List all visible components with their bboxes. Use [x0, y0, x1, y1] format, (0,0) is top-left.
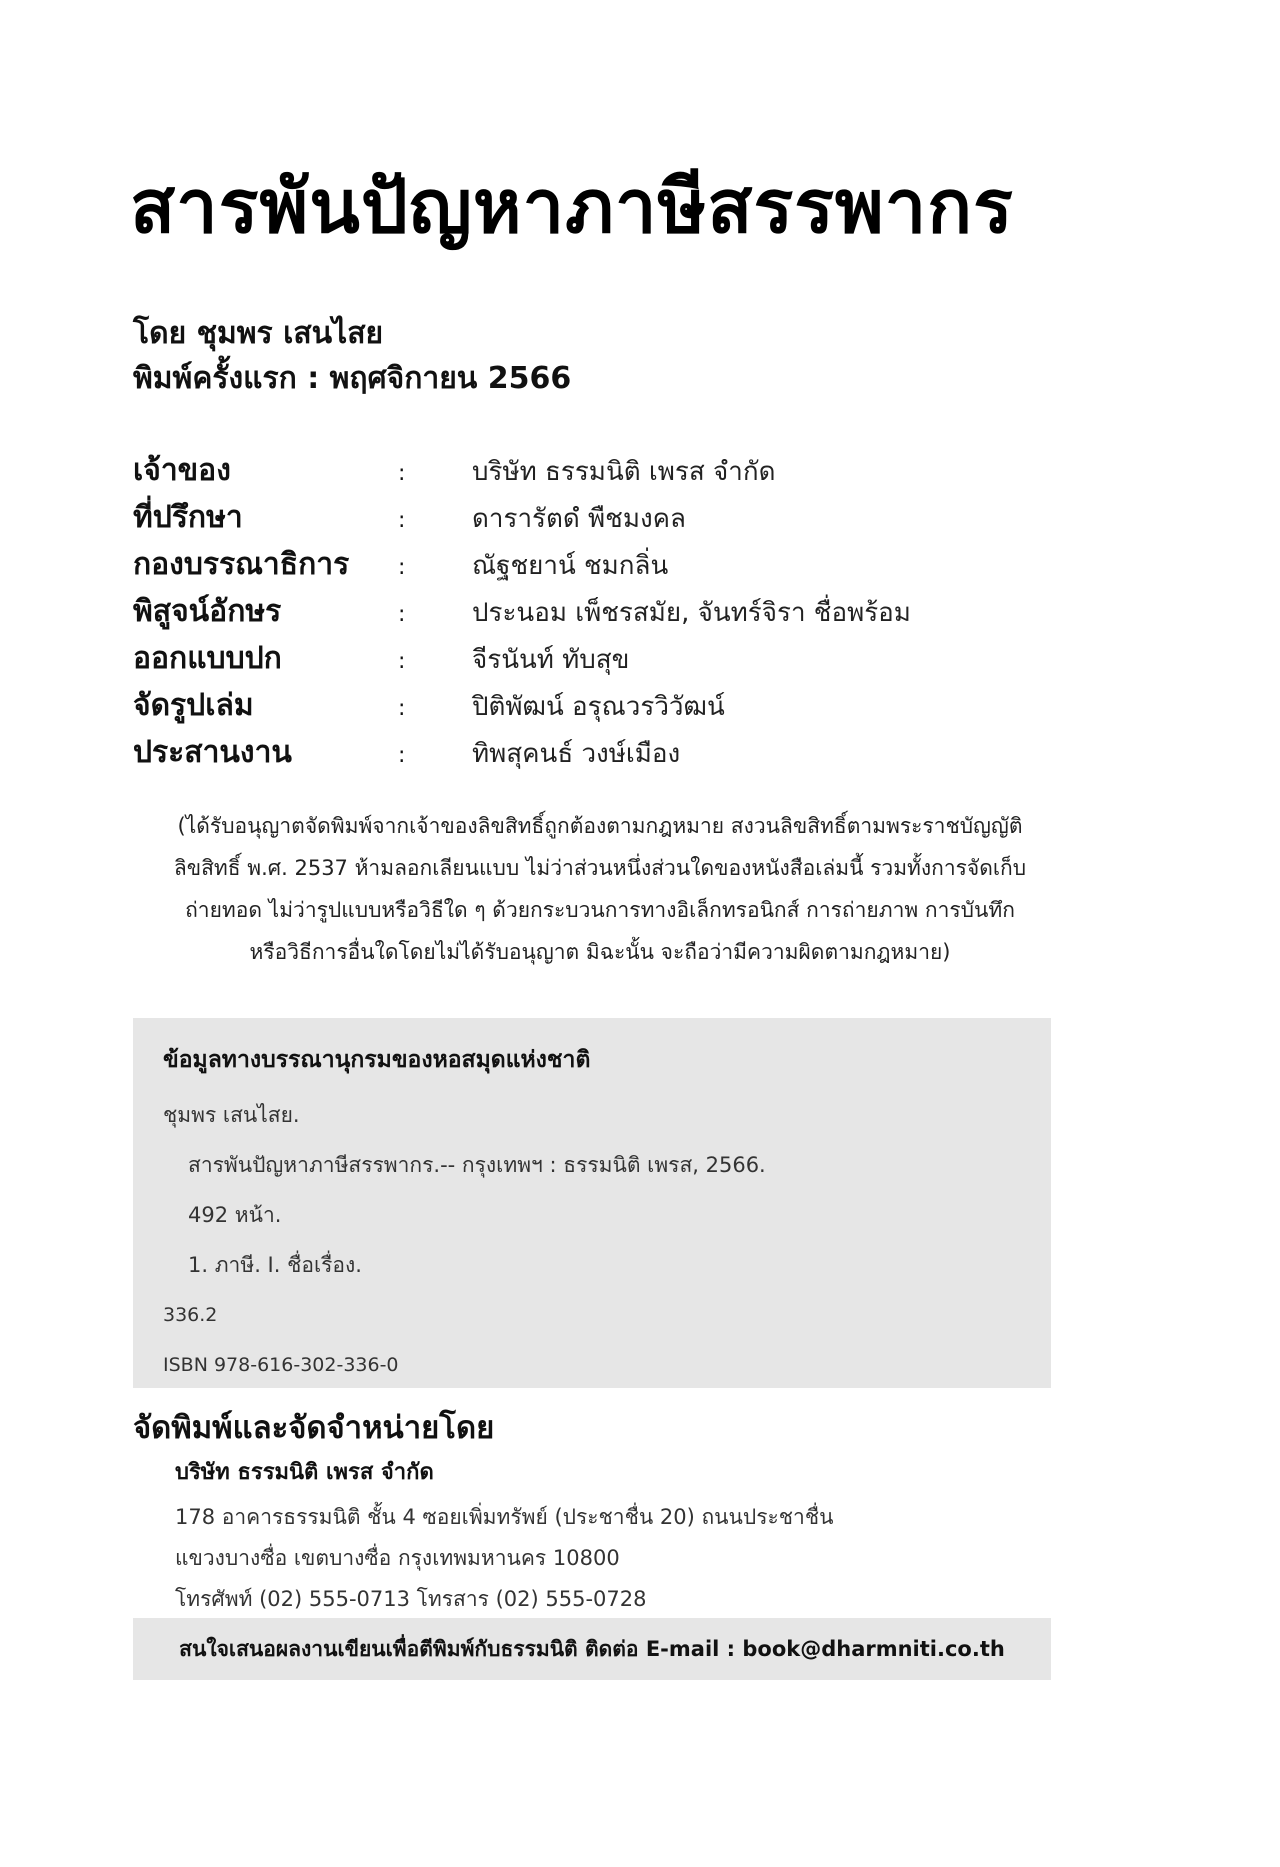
cip-isbn: ISBN 978-616-302-336-0: [163, 1354, 399, 1376]
credit-role: จัดรูปเล่ม: [133, 688, 254, 723]
contact-text: สนใจเสนอผลงานเขียนเพื่อตีพิมพ์กับธรรมนิติ ติดต่อ E-mail : book@dharmniti.co.th: [179, 1636, 1005, 1661]
notice-line: ลิขสิทธิ์ พ.ศ. 2537 ห้ามลอกเลียนแบบ ไม่ว่าส่วนหนึ่งส่วนใดของหนังสือเล่มนี้ รวมทั้งการจัดเก็บ: [173, 856, 1027, 880]
credit-name: ณัฐชยาน์ ชมกลิ่น: [472, 551, 669, 581]
publisher-phone: โทรศัพท์ (02) 555-0713 โทรสาร (02) 555-0728: [175, 1587, 647, 1611]
credit-row-proofreading: [133, 588, 1133, 635]
credit-role: ประสานงาน: [133, 735, 292, 770]
book-title: สารพันปัญหาภาษีสรรพากร: [130, 164, 1014, 250]
author-line: โดย ชุมพร เสนไสย: [133, 316, 384, 351]
publisher-block: [175, 1453, 833, 1620]
credit-role: พิสูจน์อักษร: [133, 594, 282, 629]
publisher-company: บริษัท ธรรมนิติ เพรส จำกัด: [175, 1460, 434, 1485]
notice-line: ถ่ายทอด ไม่ว่ารูปแบบหรือวิธีใด ๆ ด้วยกระบวนการทางอิเล็กทรอนิกส์ การถ่ายภาพ การบันทึก: [185, 898, 1015, 922]
credit-name: บริษัท ธรรมนิติ เพรส จำกัด: [472, 457, 776, 487]
credit-row-coordinator: [133, 729, 1133, 776]
credit-colon: :: [398, 508, 406, 533]
credit-colon: :: [398, 602, 406, 627]
credit-colon: :: [398, 555, 406, 580]
credit-name: จีรนันท์ ทับสุข: [472, 645, 630, 675]
credit-name: ดารารัตดํ พืชมงคล: [472, 504, 686, 534]
credit-row-editorial: [133, 541, 1133, 588]
cip-class-number: 336.2: [163, 1304, 218, 1326]
credit-colon: :: [398, 743, 406, 768]
credit-row-advisor: [133, 494, 1133, 541]
credit-role: ออกแบบปก: [133, 641, 282, 676]
copyright-notice: [150, 805, 1050, 973]
cip-pages: 492 หน้า.: [188, 1203, 282, 1227]
notice-line: หรือวิธีการอื่นใดโดยไม่ได้รับอนุญาต มิฉะนั้น จะถือว่ามีความผิดตามกฎหมาย): [249, 940, 951, 964]
credit-role: ที่ปรึกษา: [133, 500, 243, 535]
credit-colon: :: [398, 649, 406, 674]
cataloging-box: [133, 1018, 1051, 1388]
publisher-address-2: แขวงบางซื่อ เขตบางซื่อ กรุงเทพมหานคร 10800: [175, 1546, 620, 1570]
publisher-address-1: 178 อาคารธรรมนิติ ชั้น 4 ซอยเพิ่มทรัพย์ (ประชาชื่น 20) ถนนประชาชื่น: [175, 1505, 834, 1529]
credits-list: [133, 447, 1133, 776]
credit-colon: :: [398, 696, 406, 721]
notice-line: (ได้รับอนุญาตจัดพิมพ์จากเจ้าของลิขสิทธิ์ถูกต้องตามกฎหมาย สงวนลิขสิทธิ์ตามพระราชบัญญัติ: [177, 814, 1023, 838]
credit-row-owner: [133, 447, 1133, 494]
credit-name: ปิติพัฒน์ อรุณวรวิวัฒน์: [472, 692, 725, 722]
publisher-heading: จัดพิมพ์และจัดจำหน่ายโดย: [133, 1410, 495, 1446]
credit-colon: :: [398, 461, 406, 486]
credit-name: ทิพสุคนธ์ วงษ์เมือง: [472, 739, 681, 769]
credit-role: เจ้าของ: [133, 453, 231, 488]
credit-row-layout: [133, 682, 1133, 729]
cip-subject: 1. ภาษี. I. ชื่อเรื่อง.: [188, 1253, 362, 1277]
cip-title-line: สารพันปัญหาภาษีสรรพากร.-- กรุงเทพฯ : ธรรมนิติ เพรส, 2566.: [188, 1153, 766, 1177]
contact-bar: [133, 1618, 1051, 1680]
cip-heading: ข้อมูลทางบรรณานุกรมของหอสมุดแห่งชาติ: [163, 1047, 591, 1073]
credit-name: ประนอม เพ็ชรสมัย, จันทร์จิรา ชื่อพร้อม: [472, 598, 911, 628]
credit-role: กองบรรณาธิการ: [133, 547, 350, 582]
cip-author: ชุมพร เสนไสย.: [163, 1103, 300, 1127]
credit-row-cover-design: [133, 635, 1133, 682]
edition-line: พิมพ์ครั้งแรก : พฤศจิกายน 2566: [133, 361, 572, 396]
